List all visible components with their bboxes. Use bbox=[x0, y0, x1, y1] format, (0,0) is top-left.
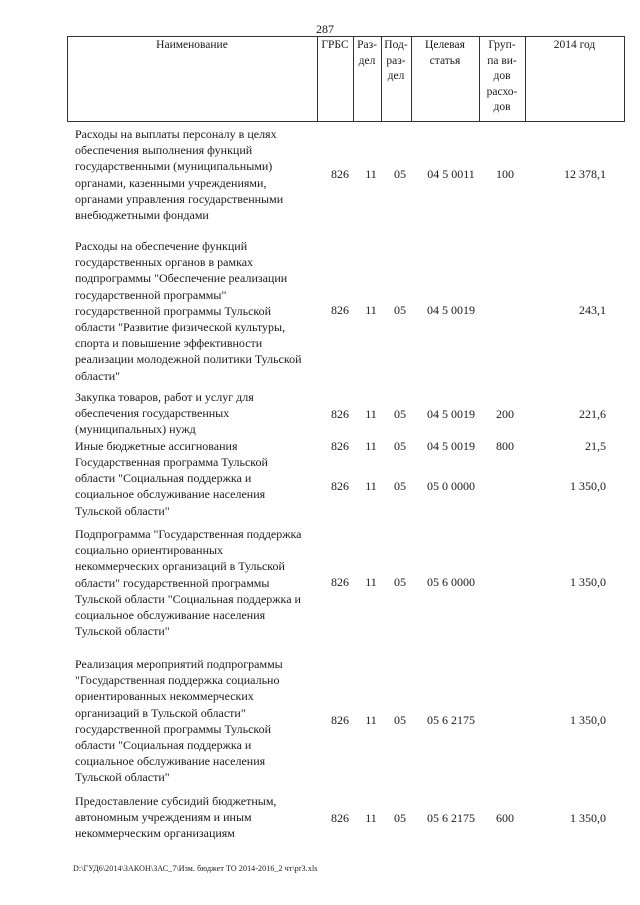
row-razdel: 11 bbox=[365, 713, 377, 727]
row-target: 04 5 0019 bbox=[427, 439, 475, 453]
row-amount: 21,5 bbox=[585, 439, 606, 453]
row-name: Реализация мероприятий подпрограммы "Государственная поддержка социально ориентированных некоммерческих организаций в Тульской области" государственной программы Тульской области "Социальная поддержка и социальное обслуживание населения Тульской области" bbox=[75, 657, 283, 785]
row-podrazdel: 05 bbox=[394, 303, 406, 317]
row-grbs: 826 bbox=[331, 575, 349, 589]
row-grbs: 826 bbox=[331, 713, 349, 727]
row-razdel: 11 bbox=[365, 167, 377, 181]
header-razdel: Раз- дел bbox=[357, 39, 377, 67]
row-razdel: 11 bbox=[365, 811, 377, 825]
row-target: 05 6 2175 bbox=[427, 713, 475, 727]
header-year: 2014 год bbox=[553, 39, 596, 51]
row-amount: 1 350,0 bbox=[570, 479, 606, 493]
header-name: Наименование bbox=[156, 39, 228, 51]
row-target: 05 0 0000 bbox=[427, 479, 475, 493]
row-grbs: 826 bbox=[331, 407, 349, 421]
header-podrazdel: Под- раз- дел bbox=[384, 39, 408, 82]
page-number: 287 bbox=[316, 22, 334, 36]
row-target: 04 5 0019 bbox=[427, 407, 475, 421]
row-podrazdel: 05 bbox=[394, 407, 406, 421]
row-podrazdel: 05 bbox=[394, 713, 406, 727]
row-group: 600 bbox=[496, 811, 514, 825]
row-podrazdel: 05 bbox=[394, 439, 406, 453]
row-name: Подпрограмма "Государственная поддержка социально ориентированных некоммерческих организаций в Тульской области" государственной программы Тульской области "Социальная поддержка и социальное обслуживание населения Тульской области" bbox=[75, 527, 302, 639]
row-amount: 1 350,0 bbox=[570, 811, 606, 825]
row-name: Расходы на выплаты персоналу в целях обеспечения выполнения функций государственными (муниципальными) органами, казенными учреждениями, органами управления государственными внебюджетными фондами bbox=[75, 127, 284, 223]
row-name: Государственная программа Тульской области "Социальная поддержка и социальное обслуживание населения Тульской области" bbox=[75, 455, 268, 518]
row-grbs: 826 bbox=[331, 479, 349, 493]
header-grbs: ГРБС bbox=[321, 39, 349, 51]
row-amount: 12 378,1 bbox=[564, 167, 606, 181]
row-name: Расходы на обеспечение функций государственных органов в рамках подпрограммы "Обеспечение реализации государственной программы" государственной программы Тульской области "Развитие физической культуры, спорта и повышение эффективности реализации молодежной политики Тульской области" bbox=[75, 239, 302, 383]
row-amount: 221,6 bbox=[579, 407, 606, 421]
row-target: 05 6 2175 bbox=[427, 811, 475, 825]
row-group: 200 bbox=[496, 407, 514, 421]
row-amount: 1 350,0 bbox=[570, 713, 606, 727]
row-podrazdel: 05 bbox=[394, 811, 406, 825]
row-group: 800 bbox=[496, 439, 514, 453]
row-target: 04 5 0011 bbox=[427, 167, 475, 181]
row-podrazdel: 05 bbox=[394, 479, 406, 493]
row-grbs: 826 bbox=[331, 811, 349, 825]
row-razdel: 11 bbox=[365, 407, 377, 421]
row-name: Предоставление субсидий бюджетным, автономным учреждениям и иным некоммерческим организациям bbox=[75, 794, 277, 841]
file-path-footer: D:\ГУД6\2014\ЗАКОН\ЗАС_7\Изм. бюджет ТО 2014-2016_2 чт\pr3.xls bbox=[73, 864, 318, 873]
header-target: Целевая статья bbox=[425, 39, 465, 67]
header-border-right bbox=[624, 37, 625, 121]
row-razdel: 11 bbox=[365, 479, 377, 493]
row-grbs: 826 bbox=[331, 439, 349, 453]
row-name: Иные бюджетные ассигнования bbox=[75, 439, 238, 453]
row-group: 100 bbox=[496, 167, 514, 181]
row-grbs: 826 bbox=[331, 303, 349, 317]
row-razdel: 11 bbox=[365, 303, 377, 317]
row-podrazdel: 05 bbox=[394, 575, 406, 589]
header-group: Груп- па ви- дов расхо- дов bbox=[486, 39, 518, 113]
row-podrazdel: 05 bbox=[394, 167, 406, 181]
row-target: 05 6 0000 bbox=[427, 575, 475, 589]
row-amount: 243,1 bbox=[579, 303, 606, 317]
row-razdel: 11 bbox=[365, 575, 377, 589]
table-header bbox=[67, 36, 625, 122]
row-amount: 1 350,0 bbox=[570, 575, 606, 589]
row-grbs: 826 bbox=[331, 167, 349, 181]
row-target: 04 5 0019 bbox=[427, 303, 475, 317]
row-razdel: 11 bbox=[365, 439, 377, 453]
row-name: Закупка товаров, работ и услуг для обеспечения государственных (муниципальных) нужд bbox=[75, 390, 254, 437]
